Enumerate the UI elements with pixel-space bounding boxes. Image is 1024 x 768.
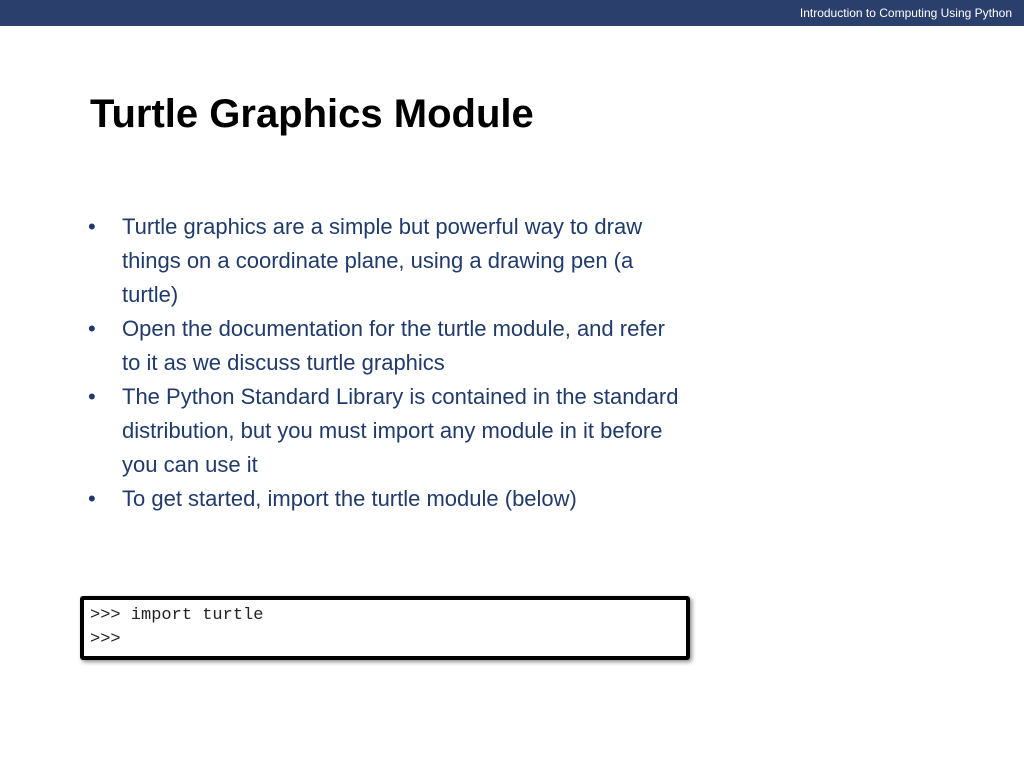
header-bar [0, 0, 1024, 26]
bullet-list [88, 210, 688, 516]
bullet-icon: • [88, 316, 96, 341]
bullet-text: Turtle graphics are a simple but powerful way to draw things on a coordinate plane, using a drawing pen (a turtle) [122, 214, 643, 307]
code-snippet-box [80, 596, 690, 660]
code-line: >>> import turtle [90, 606, 264, 625]
bullet-text: To get started, import the turtle module (below) [122, 486, 577, 511]
bullet-text: The Python Standard Library is contained in the standard distribution, but you must import any module in it before you can use it [122, 384, 679, 477]
slide-title: Turtle Graphics Module [90, 92, 534, 136]
bullet-item [88, 210, 688, 312]
bullet-item [88, 482, 688, 516]
course-title: Introduction to Computing Using Python [799, 6, 1012, 20]
bullet-text: Open the documentation for the turtle module, and refer to it as we discuss turtle graphics [122, 316, 665, 375]
bullet-icon: • [88, 214, 96, 239]
bullet-icon: • [88, 486, 96, 511]
bullet-icon: • [88, 384, 96, 409]
bullet-item [88, 312, 688, 380]
bullet-item [88, 380, 688, 482]
code-line: >>> [90, 630, 121, 649]
